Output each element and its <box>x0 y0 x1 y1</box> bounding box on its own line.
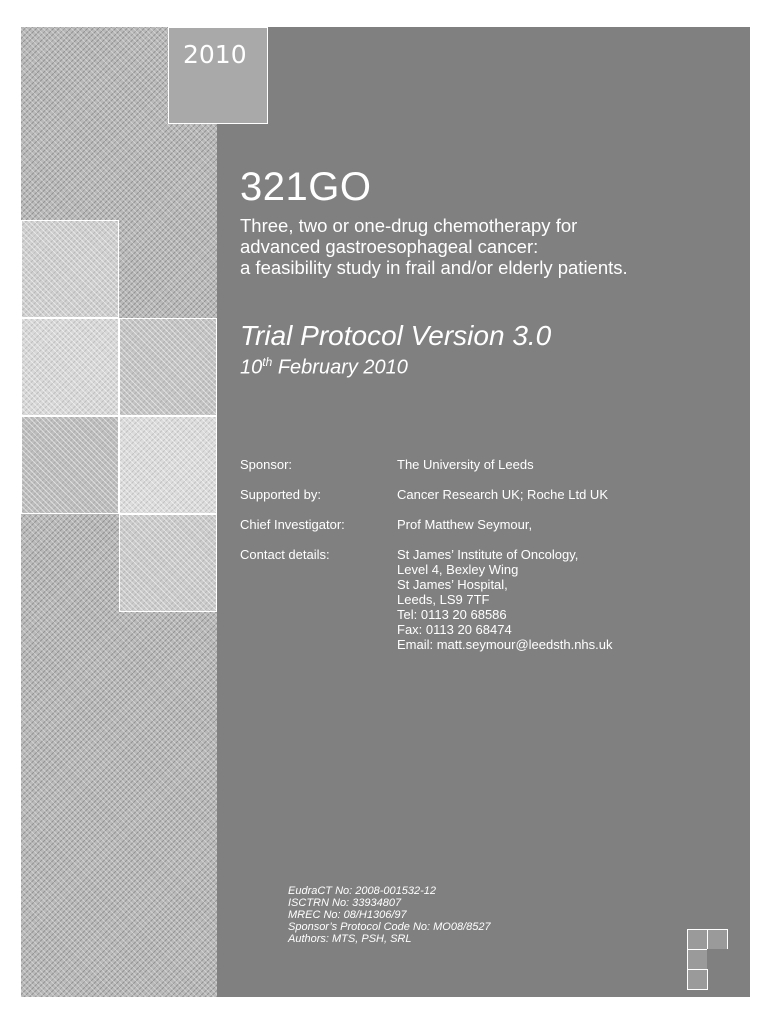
reference-line: MREC No: 08/H1306/97 <box>288 909 407 921</box>
contact-line: Tel: 0113 20 68586 <box>397 607 507 622</box>
supported-label: Supported by: <box>240 487 321 502</box>
logo-square <box>687 969 708 990</box>
contact-line: Leeds, LS9 7TF <box>397 592 490 607</box>
date-suffix: th <box>262 355 273 369</box>
pattern-block <box>119 416 217 514</box>
logo-square <box>687 929 708 950</box>
contact-label: Contact details: <box>240 547 330 562</box>
reference-line: Sponsor’s Protocol Code No: MO08/8527 <box>288 921 491 933</box>
protocol-date <box>240 355 408 380</box>
chief-investigator-label: Chief Investigator: <box>240 517 345 532</box>
protocol-version: Trial Protocol Version 3.0 <box>240 320 552 351</box>
reference-line: ISCTRN No: 33934807 <box>288 897 402 909</box>
reference-line: Authors: MTS, PSH, SRL <box>288 933 412 945</box>
sponsor-value: The University of Leeds <box>397 457 534 472</box>
logo-square <box>707 929 728 950</box>
pattern-block <box>119 318 217 416</box>
subtitle-line: a feasibility study in frail and/or elderly patients. <box>240 257 628 278</box>
subtitle-line: advanced gastroesophageal cancer: <box>240 236 539 257</box>
trial-title: 321GO <box>240 165 372 209</box>
year-box <box>168 27 268 124</box>
pattern-block <box>21 416 119 514</box>
date-rest: February 2010 <box>272 356 408 379</box>
reference-line: EudraCT No: 2008-001532-12 <box>288 885 436 897</box>
cover-page <box>21 27 750 997</box>
subtitle-line: Three, two or one-drug chemotherapy for <box>240 215 578 236</box>
contact-line: Fax: 0113 20 68474 <box>397 622 512 637</box>
year-label: 2010 <box>183 40 247 69</box>
contact-line: Level 4, Bexley Wing <box>397 562 519 577</box>
logo-square <box>687 949 708 970</box>
date-day: 10 <box>240 356 263 379</box>
pattern-block <box>21 318 119 416</box>
contact-details <box>397 547 613 652</box>
supported-value: Cancer Research UK; Roche Ltd UK <box>397 487 608 502</box>
contact-email: Email: matt.seymour@leedsth.nhs.uk <box>397 637 613 652</box>
sponsor-label: Sponsor: <box>240 457 293 472</box>
chief-investigator-value: Prof Matthew Seymour, <box>397 517 533 532</box>
logo-square <box>707 949 728 970</box>
pattern-block <box>21 220 119 318</box>
contact-line: St James’ Institute of Oncology, <box>397 547 579 562</box>
contact-line: St James’ Hospital, <box>397 577 508 592</box>
pattern-block <box>119 514 217 612</box>
trial-subtitle <box>240 215 740 278</box>
reference-numbers <box>288 885 491 945</box>
